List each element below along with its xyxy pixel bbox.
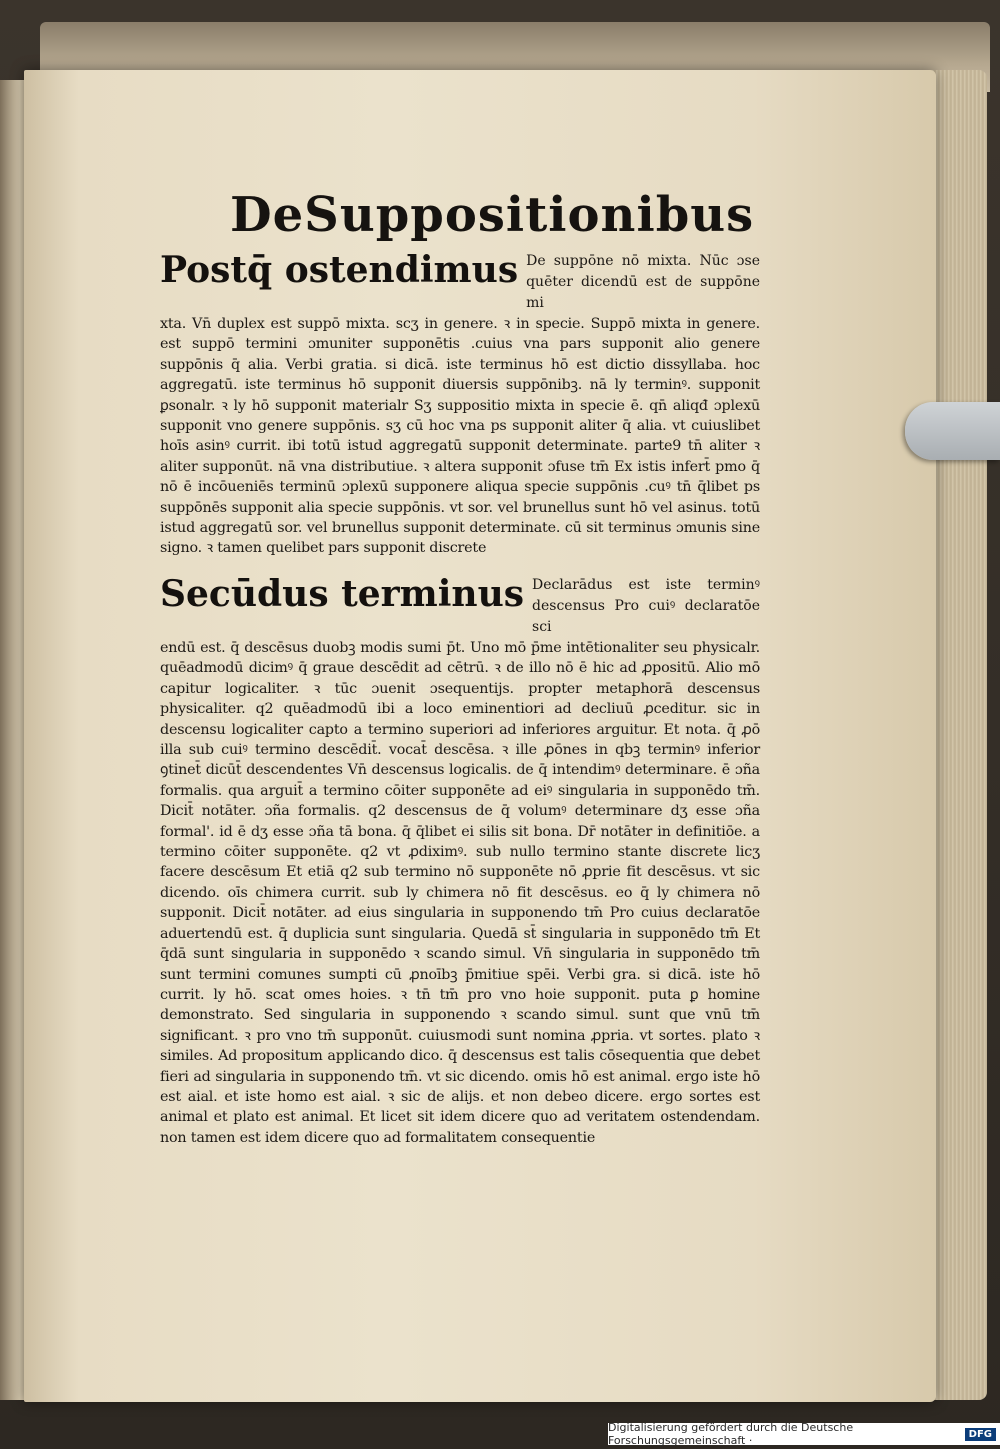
section-two-body: endū est. q̄ descēsus duobꝫ modis sumi p̄t. Uno mō p̄me intētionaliter seu physicalr. quēadmodū dicimꝰ q̄ graue descēdit ad cētrū. ꝛ de illo nō ē hic ad ꝓpositū. Alio mō capitur logicaliter. ꝛ tūc ɔuenit ɔsequentijs. propter metaphorā descensus physicaliter. q2 quēadmodū ibi a loco eminentiori ad decliuū ꝓceditur. sic in descensu logicaliter capto a termino superiori ad inferiores arguitur. Et nota. q̄ ꝓō illa sub cuiꝰ termino descēdit̄. vocat̄ descēsa. ꝛ ille ꝓōnes in qbꝫ terminꝰ inferior ꝯtinet̄ dicūt̄ descendentes Vn̄ descensus logicalis. de q̄ intendimꝰ determinare. ē ɔña formalis. qua arguit̄ a termino cōiter supponēte ad eiꝰ singularia in supponēdo tm̄. Dicit̄ notāter. ɔña formalis. q2 descensus de q̄ volumꝰ determinare dʒ esse ɔña formal'. id ē dʒ esse ɔña tā bona. q̄ q̄libet ei silis sit bona. Dr̄ notāter in definitiōe. a termino cōiter supponēte. q2 vt ꝓdiximꝰ. sub nullo termino stante discrete licʒ facere descēsum Et etiā q2 sub termino nō supponēte nō ꝓprie fit descēsus. vt sic dicendo. oīs chimera currit. sub ly chimera nō fit descēsus. eo q̄ ly chimera nō supponit. Dicit̄ notāter. ad eius singularia in supponendo tm̄ Pro cuius declaratōe aduertendū est. q̄ duplicia sunt singularia. Quedā st̄ singularia in supponēdo tm̄ Et q̄dā sunt singularia in supponēdo ꝛ scando simul. Vn̄ singularia in supponēdo tm̄ sunt termini comunes sumpti cū ꝓnoībꝫ p̄mitiue spēi. Verbi gra. si dicā. iste hō currit. ly hō. scat omes hoies. ꝛ tn̄ tm̄ pro vno hoie supponit. puta ꝑ homine demonstrato. Sed singularia in supponendo ꝛ scando simul. sunt que vnū tm̄ significant. ꝛ pro vno tm̄ supponūt. cuiusmodi sunt nomina ꝓpria. vt sortes. plato ꝛ similes. Ad propositum applicando dico. q̄ descensus est talis cōsequentia que debet fieri ad singularia in supponendo tm̄. vt sic dicendo. omis hō est animal. ergo iste hō est aial. et iste homo est aial. ꝛ sic de alijs. et non debeo dicere. ergo sortes est animal et plato est animal. Et licet sit idem dicere quo ad veritatem ostendendam. non tamen est idem dicere quo ad formalitatem consequentie bbox=[160, 640, 760, 1146]
section-two-head bbox=[160, 572, 760, 638]
heading-right: Suppositionibus bbox=[304, 187, 755, 243]
section-one bbox=[160, 248, 760, 559]
section-two-head-text: Declarādus est iste terminꝰ descensus Pro cuiꝰ declaratōe sci bbox=[532, 577, 760, 635]
section-one-head bbox=[160, 248, 760, 314]
section-two bbox=[160, 572, 760, 1148]
section-one-head-text: De suppōne nō mixta. Nūc ɔse quēter dicendū est de suppōne mi bbox=[526, 253, 760, 311]
running-heading bbox=[230, 185, 755, 245]
section-one-body: xta. Vn̄ duplex est suppō mixta. scʒ in genere. ꝛ in specie. Suppō mixta in genere. est suppō termini ɔmuniter supponētis .cuius vna pars supponit alio genere suppōnis q̄ alia. Verbi gratia. si dicā. iste terminus hō est dictio dissyllaba. hoc aggregatū. iste terminus hō supponit diuersis suppōnibꝫ. nā ly terminꝰ. supponit ꝑsonalr. ꝛ ly hō supponit materialr Sʒ suppositio mixta in specie ē. qn̄ aliqđ ɔplexū supponit vno genere suppōnis. sʒ cū hoc vna ps supponit aliter q̄ alia. vt cuiuslibet hoīs asinꝰ currit. ibi totū istud aggregatū supponit determinate. parte9 tn̄ aliter ꝛ aliter supponūt. nā vna distributiue. ꝛ altera supponit ɔfuse tm̄ Ex istis infert̄ pmo q̄ nō ē incōueniēs terminū ɔplexū supponere aliqua specie suppōnis .cuꝰ tn̄ q̄libet ps suppōnēs supponit alia specie suppōnis. vt sor. vel brunellus sunt hō vel asinus. totū istud aggregatū sor. vel brunellus supponit determinate. cū sit terminus ɔmunis sine signo. ꝛ tamen quelibet pars supponit discrete bbox=[160, 316, 760, 557]
section-one-initial: Postq̄ ostendimus bbox=[160, 249, 519, 291]
bookmark-clip bbox=[905, 402, 1000, 460]
digitization-footer bbox=[608, 1423, 1000, 1445]
dfg-logo: DFG bbox=[965, 1428, 996, 1441]
footer-credit: Digitalisierung gefördert durch die Deutsche Forschungsgemeinschaft · bbox=[608, 1421, 854, 1447]
section-two-initial: Secūdus terminus bbox=[160, 573, 525, 615]
heading-left: De bbox=[230, 187, 305, 243]
